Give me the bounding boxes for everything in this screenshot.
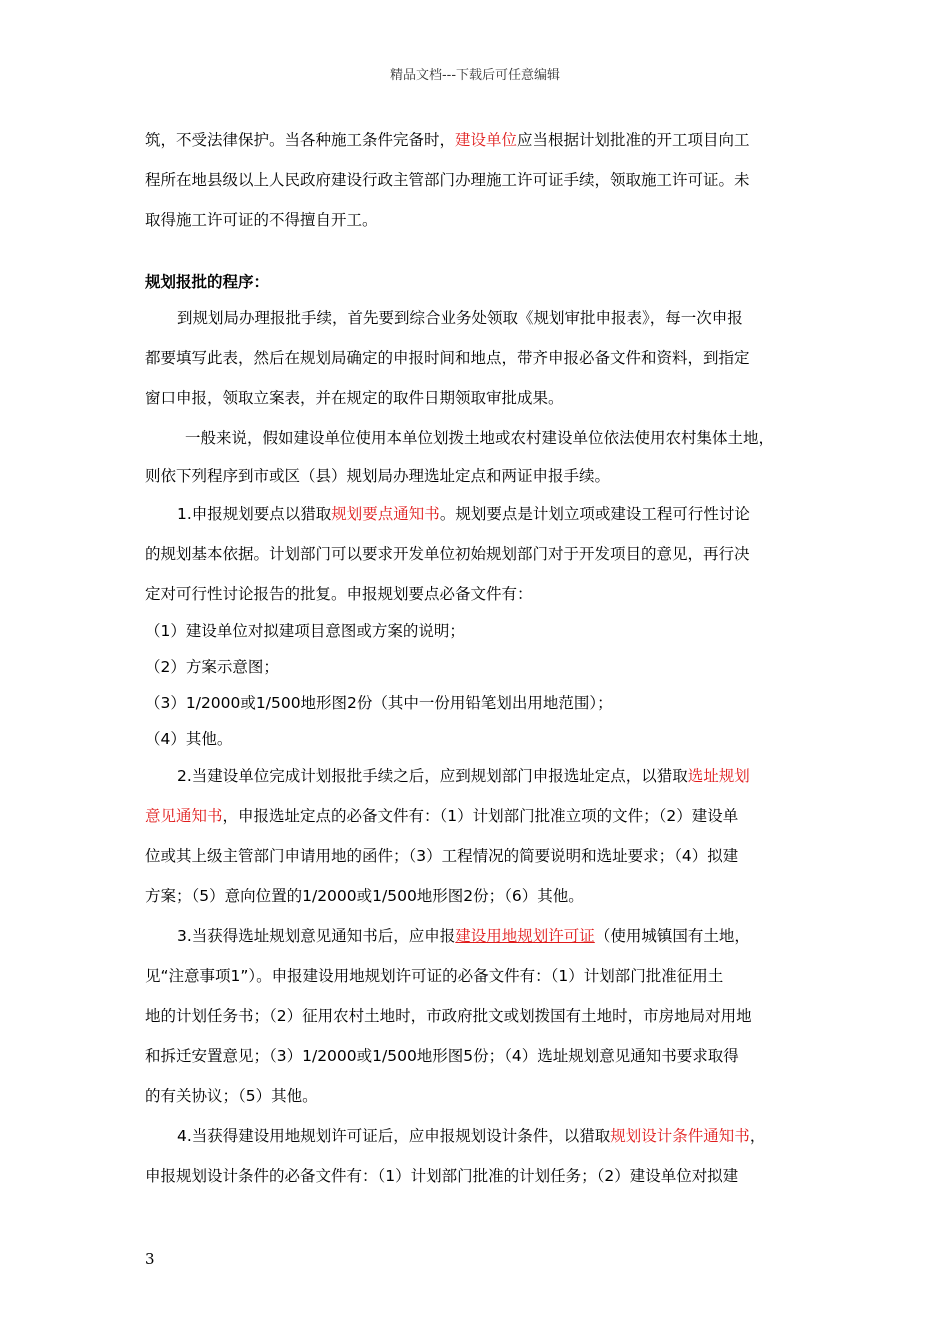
highlighted-term: 意见通知书 xyxy=(145,807,223,825)
highlighted-term: 建设单位 xyxy=(455,131,518,149)
text-segment: 到规划局办理报批手续，首先要到综合业务处领取《规划审批申报表》，每一次申报 xyxy=(177,309,743,327)
text-segment: 的规划基本依据。计划部门可以要求开发单位初始规划部门对于开发项目的意见，再行决 xyxy=(145,545,750,563)
text-line xyxy=(145,657,279,677)
text-segment: （3）1/2000或1/500地形图2份（其中一份用铅笔划出用地范围）； xyxy=(145,694,613,712)
text-line xyxy=(145,210,378,230)
page-number: 3 xyxy=(145,1250,155,1268)
text-line xyxy=(145,388,564,408)
text-segment: 定对可行性讨论报告的批复。申报规划要点必备文件有： xyxy=(145,585,533,603)
text-segment: 窗口申报，领取立案表，并在规定的取件日期领取审批成果。 xyxy=(145,389,564,407)
text-line xyxy=(145,693,613,713)
text-line xyxy=(145,1166,738,1186)
text-line xyxy=(145,1006,752,1026)
text-segment: 。规划要点是计划立项或建设工程可行性讨论 xyxy=(439,505,750,523)
text-line xyxy=(145,1086,318,1106)
text-segment: （2）方案示意图； xyxy=(145,658,279,676)
text-segment: 见“注意事项1”）。申报建设用地规划许可证的必备文件有：（1）计划部门批准征用土 xyxy=(145,967,724,985)
page-header: 精品文档---下载后可任意编辑 xyxy=(389,68,561,83)
text-line xyxy=(145,584,533,604)
text-line xyxy=(145,170,750,190)
text-line xyxy=(177,926,750,946)
text-segment: 取得施工许可证的不得擅自开工。 xyxy=(145,211,378,229)
text-segment: ， xyxy=(749,1127,766,1145)
text-line xyxy=(145,806,738,826)
text-line xyxy=(145,1046,739,1066)
highlighted-term: 规划要点通知书 xyxy=(331,505,440,523)
text-segment: 都要填写此表，然后在规划局确定的申报时间和地点，带齐申报必备文件和资料，到指定 xyxy=(145,349,750,367)
text-segment: 3.当获得选址规划意见通知书后，应申报 xyxy=(177,927,456,945)
text-line xyxy=(145,621,465,641)
text-segment: 则依下列程序到市或区（县）规划局办理选址定点和两证申报手续。 xyxy=(145,467,611,485)
text-segment: （1）建设单位对拟建项目意图或方案的说明； xyxy=(145,622,465,640)
text-segment: 申报规划设计条件的必备文件有：（1）计划部门批准的计划任务；（2）建设单位对拟建 xyxy=(145,1167,739,1185)
text-line xyxy=(145,886,584,906)
text-segment: 筑，不受法律保护。当各种施工条件完备时， xyxy=(145,131,456,149)
highlighted-term: 建设用地规划许可证 xyxy=(455,927,595,945)
text-line xyxy=(177,1126,765,1146)
text-segment: （使用城镇国有土地， xyxy=(594,927,750,945)
text-line xyxy=(145,272,269,292)
text-line xyxy=(145,130,750,150)
text-line xyxy=(145,348,750,368)
text-line xyxy=(145,846,738,866)
text-segment: 程所在地县级以上人民政府建设行政主管部门办理施工许可证手续，领取施工许可证。未 xyxy=(145,171,750,189)
text-line xyxy=(145,729,232,749)
text-segment: 规划报批的程序： xyxy=(145,273,270,291)
text-segment: 2.当建设单位完成计划报批手续之后，应到规划部门申报选址定点，以猎取 xyxy=(177,767,688,785)
text-segment: 4.当获得建设用地规划许可证后，应申报规划设计条件，以猎取 xyxy=(177,1127,611,1145)
text-segment: 1.申报规划要点以猎取 xyxy=(177,505,332,523)
text-line xyxy=(177,766,750,786)
text-segment: 地的计划任务书；（2）征用农村土地时，市政府批文或划拨国有土地时，市房地局对用地 xyxy=(145,1007,752,1025)
text-line xyxy=(177,308,743,328)
text-segment: （4）其他。 xyxy=(145,730,233,748)
text-line xyxy=(145,544,750,564)
text-segment: 位或其上级主管部门申请用地的函件；（3）工程情况的简要说明和选址要求；（4）拟建 xyxy=(145,847,739,865)
text-segment: 方案；（5）意向位置的1/2000或1/500地形图2份；（6）其他。 xyxy=(145,887,584,905)
text-segment: 的有关协议；（5）其他。 xyxy=(145,1087,318,1105)
text-line xyxy=(145,466,610,486)
text-segment: ，申报选址定点的必备文件有：（1）计划部门批准立项的文件；（2）建设单 xyxy=(222,807,739,825)
highlighted-term: 选址规划 xyxy=(687,767,750,785)
text-line xyxy=(185,428,774,448)
text-segment: 一般来说，假如建设单位使用本单位划拨土地或农村建设单位依法使用农村集体土地， xyxy=(185,429,775,447)
text-segment: 应当根据计划批准的开工项目向工 xyxy=(517,131,750,149)
text-line xyxy=(177,504,750,524)
text-line xyxy=(145,966,723,986)
highlighted-term: 规划设计条件通知书 xyxy=(610,1127,750,1145)
text-segment: 和拆迁安置意见；（3）1/2000或1/500地形图5份；（4）选址规划意见通知书要求取得 xyxy=(145,1047,739,1065)
